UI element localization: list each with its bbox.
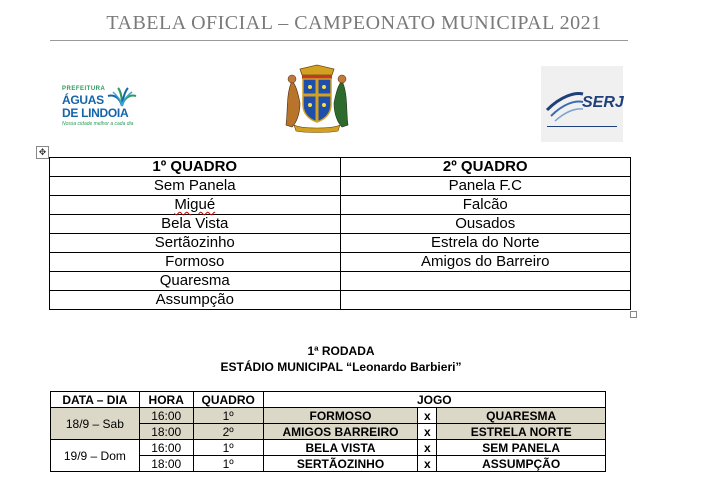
match-header: JOGO bbox=[263, 392, 605, 408]
versus-mark: x bbox=[418, 440, 437, 456]
groups-table bbox=[49, 157, 631, 310]
away-team: SEM PANELA bbox=[437, 440, 606, 456]
title-divider bbox=[50, 40, 628, 41]
versus-mark: x bbox=[418, 424, 437, 440]
group-2-team bbox=[340, 291, 631, 310]
logo-name-line1: ÁGUAS bbox=[62, 93, 104, 107]
match-group: 1º bbox=[193, 440, 263, 456]
time-header: HORA bbox=[139, 392, 193, 408]
group-2-header: 2º QUADRO bbox=[340, 158, 631, 177]
table-row bbox=[50, 291, 631, 310]
games-header-row bbox=[51, 392, 606, 408]
match-date: 18/9 – Sab bbox=[51, 408, 140, 440]
home-team: SERTÃOZINHO bbox=[263, 456, 418, 472]
home-team: AMIGOS BARREIRO bbox=[263, 424, 418, 440]
match-group: 1º bbox=[193, 456, 263, 472]
group-1-header: 1º QUADRO bbox=[50, 158, 341, 177]
group-2-team: Estrela do Norte bbox=[340, 234, 631, 253]
logo-prefix: PREFEITURA bbox=[62, 86, 106, 92]
group-1-team: Sertãozinho bbox=[50, 234, 341, 253]
group-1-team: Assumpção bbox=[50, 291, 341, 310]
serj-logo bbox=[541, 66, 623, 142]
versus-mark: x bbox=[418, 456, 437, 472]
table-row bbox=[50, 253, 631, 272]
municipal-crest-icon bbox=[278, 63, 356, 133]
match-date: 19/9 – Dom bbox=[51, 440, 140, 472]
group-1-team: Formoso bbox=[50, 253, 341, 272]
groups-header-row bbox=[50, 158, 631, 177]
group-2-team: Amigos do Barreiro bbox=[340, 253, 631, 272]
away-team: QUARESMA bbox=[437, 408, 606, 424]
group-1-team bbox=[50, 196, 341, 215]
table-move-handle[interactable]: ✥ bbox=[36, 146, 49, 159]
group-1-team: Sem Panela bbox=[50, 177, 341, 196]
table-resize-handle[interactable] bbox=[630, 311, 637, 318]
group-2-team: Ousados bbox=[340, 215, 631, 234]
group-1-team: Quaresma bbox=[50, 272, 341, 291]
match-time: 18:00 bbox=[139, 456, 193, 472]
table-row bbox=[51, 440, 606, 456]
match-group: 1º bbox=[193, 408, 263, 424]
away-team: ESTRELA NORTE bbox=[437, 424, 606, 440]
fountain-logo-icon bbox=[106, 86, 138, 108]
group-2-team bbox=[340, 272, 631, 291]
aguas-de-lindoia-logo bbox=[62, 86, 140, 130]
group-header: QUADRO bbox=[193, 392, 263, 408]
match-group: 2º bbox=[193, 424, 263, 440]
home-team: FORMOSO bbox=[263, 408, 418, 424]
match-time: 18:00 bbox=[139, 424, 193, 440]
games-table bbox=[50, 391, 606, 472]
date-header: DATA – DIA bbox=[51, 392, 140, 408]
match-time: 16:00 bbox=[139, 440, 193, 456]
spellcheck-underlined-word: Migué bbox=[174, 196, 216, 213]
away-team: ASSUMPÇÃO bbox=[437, 456, 606, 472]
logo-name-line2: DE LINDOIA bbox=[62, 106, 129, 120]
table-row bbox=[50, 177, 631, 196]
group-2-team: Panela F.C bbox=[340, 177, 631, 196]
versus-mark: x bbox=[418, 408, 437, 424]
group-1-team: Bela Vista bbox=[50, 215, 341, 234]
group-2-team: Falcão bbox=[340, 196, 631, 215]
table-row bbox=[50, 234, 631, 253]
table-row bbox=[50, 196, 631, 215]
stadium-name: ESTÁDIO MUNICIPAL “Leonardo Barbieri” bbox=[220, 360, 462, 374]
table-row bbox=[50, 272, 631, 291]
logo-slogan: Nossa cidade melhor a cada dia bbox=[62, 121, 134, 127]
match-time: 16:00 bbox=[139, 408, 193, 424]
document-title: TABELA OFICIAL – CAMPEONATO MUNICIPAL 2021 bbox=[106, 12, 602, 34]
table-row bbox=[50, 215, 631, 234]
serj-logo-text: SERJ bbox=[582, 94, 624, 111]
table-row bbox=[51, 408, 606, 424]
home-team: BELA VISTA bbox=[263, 440, 418, 456]
round-title: 1ª RODADA bbox=[307, 344, 375, 358]
